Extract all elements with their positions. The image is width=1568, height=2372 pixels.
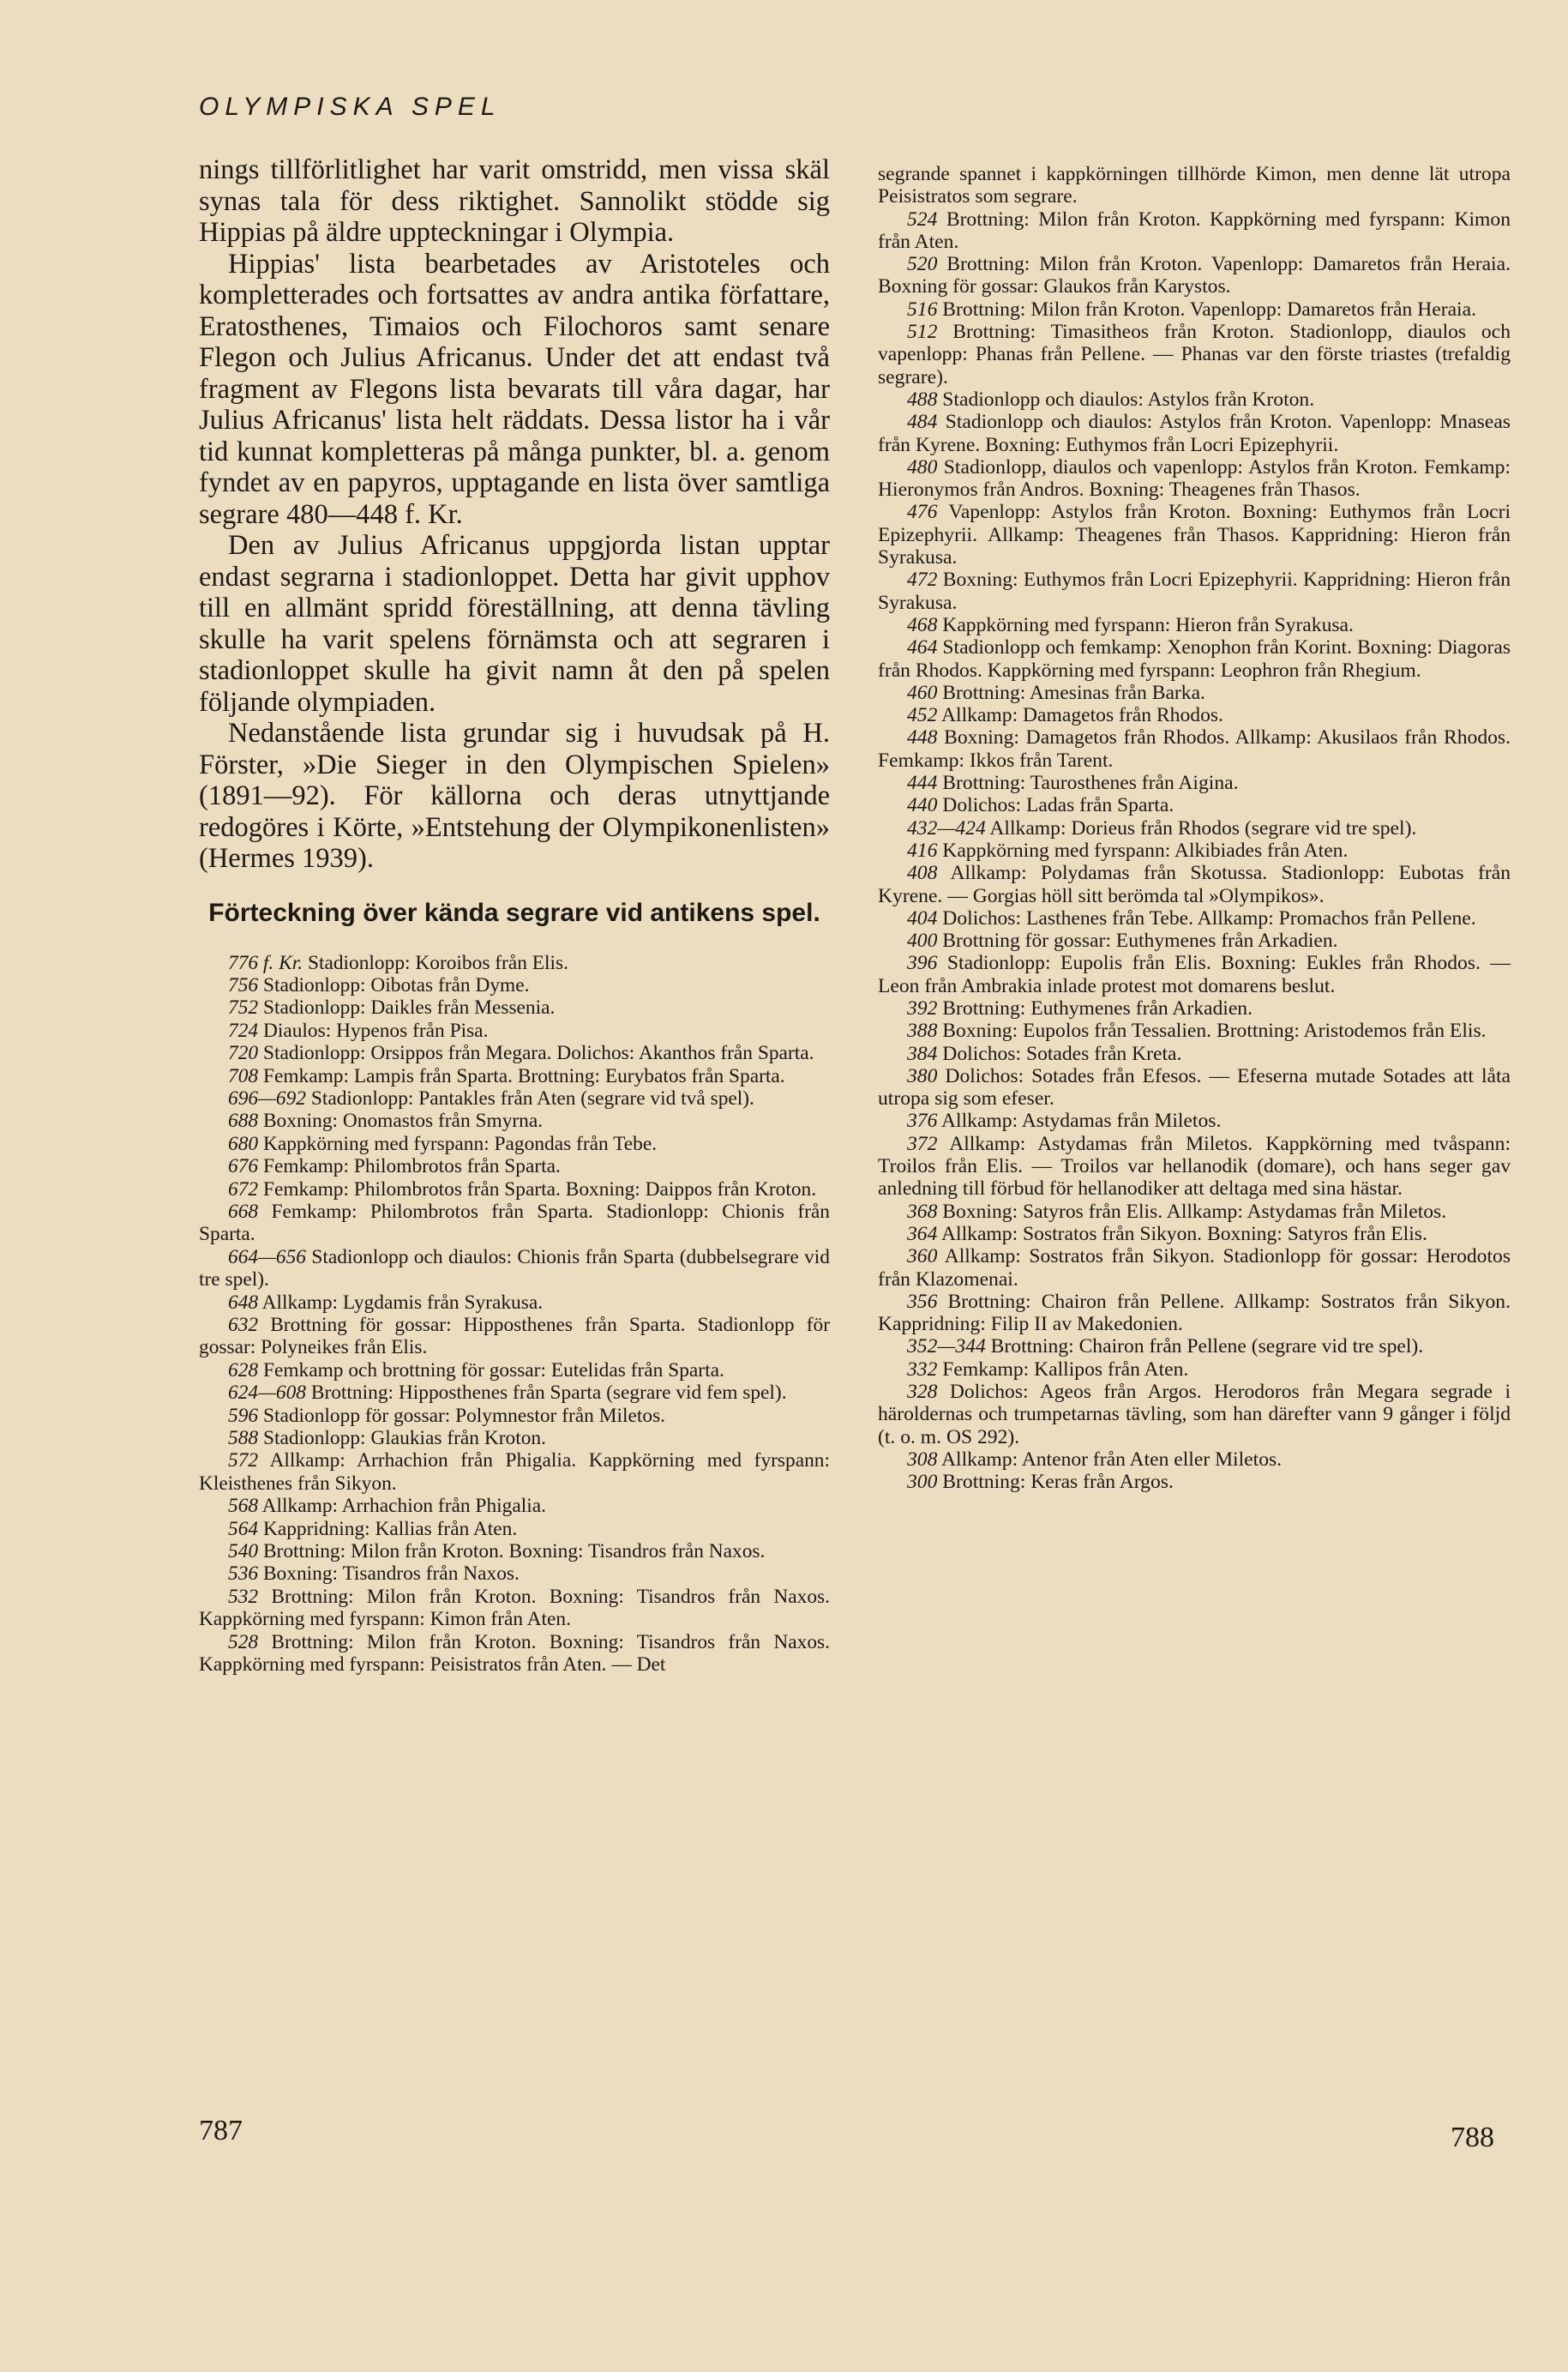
list-entry bbox=[878, 1110, 1511, 1132]
list-entry bbox=[878, 298, 1511, 321]
list-entry bbox=[878, 817, 1511, 840]
list-entry bbox=[878, 1201, 1511, 1223]
entry-text: Dolichos: Sotades från Efesos. — Efeserna mutade Sotades att låta utropa sig som efeser. bbox=[878, 1064, 1511, 1111]
entry-year: 524 bbox=[907, 208, 938, 231]
page-number-left: 787 bbox=[199, 2115, 243, 2146]
entry-text: Brottning: Hipposthenes från Sparta (segrare vid fem spel). bbox=[310, 1382, 787, 1405]
winner-list-left bbox=[199, 952, 830, 1677]
list-entry bbox=[878, 1448, 1511, 1471]
entry-text: Stadionlopp: Orsippos från Megara. Dolichos: Akanthos från Sparta. bbox=[262, 1042, 814, 1065]
entry-text: Stadionlopp: Glaukias från Kroton. bbox=[262, 1427, 546, 1450]
entry-text: Stadionlopp: Oibotas från Dyme. bbox=[262, 973, 530, 996]
list-entry bbox=[878, 794, 1511, 816]
entry-text: Kappridning: Kallias från Aten. bbox=[262, 1517, 518, 1540]
list-entry bbox=[878, 1065, 1511, 1111]
entry-year: 416 bbox=[907, 839, 938, 862]
entry-text: Boxning: Onomastos från Smyrna. bbox=[262, 1110, 544, 1133]
entry-text: Femkamp: Philombrotos från Sparta. Boxning: Daippos från Kroton. bbox=[262, 1177, 817, 1201]
entry-year: 528 bbox=[228, 1630, 259, 1653]
body-paragraph: Den av Julius Africanus uppgjorda listan upptar endast segrarna i stadionloppet. Detta har givit upphov till en allmänt spridd föreställning, att denna tävling skulle ha varit spelens förnämsta och att segraren i stadionloppet skulle ha givit namn åt den på spelen följande olympiaden. bbox=[199, 530, 830, 718]
entry-text: Allkamp: Damagetos från Rhodos. bbox=[941, 704, 1223, 727]
entry-year: 356 bbox=[907, 1290, 938, 1313]
list-entry bbox=[878, 1291, 1511, 1336]
entry-text: Brottning: Milon från Kroton. Kappkörning med fyrspann: Kimon från Aten. bbox=[878, 208, 1511, 253]
entry-text: Brottning för gossar: Euthymenes från Arkadien. bbox=[942, 930, 1338, 953]
list-entry bbox=[199, 1042, 830, 1064]
entry-year: 512 bbox=[907, 321, 938, 344]
entry-text: Allkamp: Sostratos från Sikyon. Stadionlopp för gossar: Herodotos från Klazomenai. bbox=[878, 1245, 1511, 1291]
entry-year: 476 bbox=[907, 501, 938, 524]
entry-year: 752 bbox=[228, 996, 259, 1020]
entry-text: Femkamp: Kallipos från Aten. bbox=[942, 1358, 1189, 1381]
entry-text: Stadionlopp: Eupolis från Elis. Boxning: Eukles från Rhodos. — Leon från Ambrakia inlade protest mot domarens beslut. bbox=[878, 952, 1511, 997]
body-paragraph: nings tillförlitlighet har varit omstridd, men vissa skäl synas tala för dess riktighet. Sannolikt stödde sig Hippias på äldre uppteckningar i Olympia. bbox=[199, 154, 830, 248]
list-entry bbox=[199, 1518, 830, 1540]
list-entry bbox=[199, 1201, 830, 1246]
list-entry bbox=[878, 1020, 1511, 1042]
entry-year: 720 bbox=[228, 1042, 259, 1065]
entry-text: Dolichos: Sotades från Kreta. bbox=[942, 1042, 1182, 1065]
entry-year: 364 bbox=[907, 1222, 938, 1245]
list-entry bbox=[878, 1133, 1511, 1201]
entry-year: 384 bbox=[907, 1042, 938, 1065]
entry-text: Stadionlopp: Koroibos från Elis. bbox=[307, 951, 569, 974]
body-paragraph: Hippias' lista bearbetades av Aristoteles och kompletterades och fortsattes av andra antika författare, Eratosthenes, Timaios och Filochoros samt senare Flegon och Julius Africanus. Under det att endast två fragment av Flegons lista bevarats till våra dagar, har Julius Africanus' lista helt räddats. Dessa listor ha i vår tid kunnat kompletteras på många punkter, bl. a. genom fyndet av en papyros, upptagande en lista över samtliga segrare 480—448 f. Kr. bbox=[199, 248, 830, 530]
list-entry bbox=[199, 1020, 830, 1042]
list-entry bbox=[878, 456, 1511, 502]
entry-text: Stadionlopp för gossar: Polymnestor från Miletos. bbox=[262, 1404, 666, 1427]
entry-text: Brottning: Milon från Kroton. Boxning: Tisandros från Naxos. Kappkörning med fyrspann: Peisistratos från Aten. — Det bbox=[199, 1630, 830, 1677]
entry-text: Allkamp: Astydamas från Miletos. bbox=[941, 1110, 1222, 1133]
entry-year: 484 bbox=[907, 411, 938, 434]
entry-text: Boxning: Damagetos från Rhodos. Allkamp: Akusilaos från Rhodos. Femkamp: Ikkos från Tarent. bbox=[878, 726, 1511, 772]
entry-text: Boxning: Tisandros från Naxos. bbox=[262, 1562, 520, 1586]
list-entry bbox=[878, 840, 1511, 862]
entry-text: Stadionlopp och diaulos: Astylos från Kroton. bbox=[942, 388, 1315, 411]
entry-text: Dolichos: Ladas från Sparta. bbox=[942, 794, 1174, 817]
entry-text: Stadionlopp: Pantakles från Aten (segrare vid två spel). bbox=[310, 1087, 754, 1110]
entry-text: Stadionlopp: Daikles från Messenia. bbox=[262, 996, 556, 1020]
entry-text: Brottning: Chairon från Pellene (segrare vid tre spel). bbox=[990, 1335, 1424, 1358]
left-column bbox=[199, 154, 830, 1677]
list-entry bbox=[199, 1540, 830, 1562]
body-paragraph: Nedanstående lista grundar sig i huvudsak på H. Förster, »Die Sieger in den Olympischen Spielen» (1891—92). För källorna och deras utnyttjande redogöres i Körte, »Entstehung der Olympikonenlisten» (Hermes 1939). bbox=[199, 718, 830, 874]
entry-year: 708 bbox=[228, 1064, 259, 1087]
list-entry bbox=[878, 952, 1511, 997]
entry-text: Brottning: Euthymenes från Arkadien. bbox=[942, 996, 1253, 1020]
entry-year: 396 bbox=[907, 952, 938, 975]
list-entry bbox=[199, 1449, 830, 1495]
list-entry bbox=[878, 1245, 1511, 1291]
entry-year: 536 bbox=[228, 1562, 259, 1586]
entry-text: Allkamp: Dorieus från Rhodos (segrare vid tre spel). bbox=[989, 816, 1417, 840]
entry-year: 392 bbox=[907, 996, 938, 1020]
entry-text: Allkamp: Arrhachion från Phigalia. bbox=[261, 1495, 546, 1518]
list-entry bbox=[878, 501, 1511, 569]
entry-text: Stadionlopp och diaulos: Chionis från Sparta (dubbelsegrare vid tre spel). bbox=[199, 1245, 830, 1291]
entry-text: Stadionlopp och diaulos: Astylos från Kroton. Vapenlopp: Mnaseas från Kyrene. Boxning: Euthymos från Locri Epizephyrii. bbox=[878, 411, 1511, 456]
entry-year: 452 bbox=[907, 704, 938, 727]
list-entry bbox=[878, 1223, 1511, 1245]
list-entry bbox=[878, 907, 1511, 930]
entry-text: Femkamp: Philombrotos från Sparta. bbox=[262, 1155, 561, 1178]
entry-year: 388 bbox=[907, 1020, 938, 1043]
entry-year: 664—656 bbox=[228, 1245, 306, 1268]
list-entry bbox=[199, 1133, 830, 1155]
list-entry bbox=[199, 1110, 830, 1132]
entry-text: Brottning: Milon från Kroton. Vapenlopp: Damaretos från Heraia. Boxning för gossar: Glaukos från Karystos. bbox=[878, 253, 1511, 298]
list-entry bbox=[199, 1427, 830, 1449]
list-entry bbox=[878, 930, 1511, 952]
list-entry bbox=[878, 726, 1511, 772]
entry-year: 532 bbox=[228, 1585, 259, 1608]
entry-year: 564 bbox=[228, 1517, 259, 1540]
list-entry bbox=[878, 682, 1511, 704]
entry-year: 488 bbox=[907, 388, 938, 411]
entry-text: Brottning: Chairon från Pellene. Allkamp: Sostratos från Sikyon. Kappridning: Filip II av Makedonien. bbox=[878, 1290, 1511, 1336]
entry-year: 588 bbox=[228, 1427, 259, 1450]
list-entry bbox=[199, 1246, 830, 1291]
list-entry bbox=[878, 614, 1511, 636]
entry-text: Brottning: Milon från Kroton. Boxning: Tisandros från Naxos. bbox=[262, 1540, 766, 1563]
entry-year: 668 bbox=[228, 1200, 259, 1223]
entry-year: 628 bbox=[228, 1358, 259, 1382]
list-entry bbox=[199, 1586, 830, 1631]
entry-year: 572 bbox=[228, 1449, 259, 1472]
entry-year: 360 bbox=[907, 1245, 938, 1268]
page-number-right: 788 bbox=[1451, 2122, 1494, 2153]
entry-year: 380 bbox=[907, 1064, 938, 1087]
list-entry bbox=[199, 1314, 830, 1359]
entry-text: Dolichos: Ageos från Argos. Herodoros från Megara segrade i häroldernas och trumpetarnas tävling, som han därefter vann 9 gånger i följd (t. o. m. OS 292). bbox=[878, 1381, 1511, 1448]
entry-year: 408 bbox=[907, 862, 938, 885]
entry-text: Kappkörning med fyrspann: Alkibiades från Aten. bbox=[942, 839, 1349, 862]
list-entry bbox=[878, 569, 1511, 614]
entry-year: 440 bbox=[907, 794, 938, 817]
entry-text: Allkamp: Polydamas från Skotussa. Stadionlopp: Eubotas från Kyrene. — Gorgias höll sitt berömda tal »Olympikos». bbox=[878, 862, 1511, 907]
entry-text: Boxning: Eupolos från Tessalien. Brottning: Aristodemos från Elis. bbox=[942, 1020, 1487, 1043]
list-entry bbox=[199, 1495, 830, 1517]
list-entry bbox=[878, 704, 1511, 726]
entry-text: Brottning: Timasitheos från Kroton. Stadionlopp, diaulos och vapenlopp: Phanas från Pellene. — Phanas var den förste triastes (trefaldig segrare). bbox=[878, 321, 1511, 388]
entry-year: 332 bbox=[907, 1358, 938, 1381]
entry-text: Brottning: Amesinas från Barka. bbox=[942, 681, 1205, 704]
entry-text: Allkamp: Arrhachion från Phigalia. Kappkörning med fyrspann: Kleisthenes från Sikyon. bbox=[199, 1449, 830, 1495]
list-entry bbox=[878, 772, 1511, 794]
entry-text: Diaulos: Hypenos från Pisa. bbox=[262, 1019, 489, 1042]
list-entry bbox=[878, 862, 1511, 907]
list-entry bbox=[878, 1381, 1511, 1448]
list-entry bbox=[878, 636, 1511, 682]
entry-year: 300 bbox=[907, 1471, 938, 1494]
list-entry bbox=[878, 208, 1511, 254]
entry-text: Brottning: Taurosthenes från Aigina. bbox=[942, 772, 1239, 795]
entry-year: 672 bbox=[228, 1177, 259, 1201]
entry-text: Kappkörning med fyrspann: Pagondas från Tebe. bbox=[262, 1132, 658, 1155]
entry-text: Stadionlopp och femkamp: Xenophon från Korint. Boxning: Diagoras från Rhodos. Kappkörning med fyrspann: Leophron från Rhegium. bbox=[878, 636, 1511, 682]
entry-text: Vapenlopp: Astylos från Kroton. Boxning: Euthymos från Locri Epizephyrii. Allkamp: Theagenes från Thasos. Kappridning: Hieron från Syrakusa. bbox=[878, 501, 1511, 569]
list-entry bbox=[199, 1562, 830, 1585]
entry-year: 632 bbox=[228, 1314, 259, 1336]
list-entry bbox=[878, 253, 1511, 298]
entry-text: Dolichos: Lasthenes från Tebe. Allkamp: Promachos från Pellene. bbox=[942, 906, 1476, 930]
entry-year: 372 bbox=[907, 1132, 938, 1155]
entry-text: Stadionlopp, diaulos och vapenlopp: Astylos från Kroton. Femkamp: Hieronymos från Andros. Boxning: Theagenes från Thasos. bbox=[878, 455, 1511, 502]
entry-text: Brottning: Keras från Argos. bbox=[942, 1471, 1174, 1494]
list-entry bbox=[878, 1358, 1511, 1381]
list-entry-continuation: segrande spannet i kappkörningen tillhörde Kimon, men denne lät utropa Peisistratos som segrare. bbox=[878, 163, 1511, 208]
entry-year: 688 bbox=[228, 1110, 259, 1133]
entry-text: Femkamp: Philombrotos från Sparta. Stadionlopp: Chionis från Sparta. bbox=[199, 1200, 830, 1246]
list-entry bbox=[199, 1382, 830, 1404]
entry-year: 368 bbox=[907, 1200, 938, 1223]
list-entry bbox=[199, 996, 830, 1019]
entry-year: 676 bbox=[228, 1155, 259, 1178]
entry-text: Boxning: Euthymos från Locri Epizephyrii. Kappridning: Hieron från Syrakusa. bbox=[878, 569, 1511, 614]
list-entry bbox=[199, 1155, 830, 1177]
entry-year: 724 bbox=[228, 1019, 259, 1042]
entry-text: Brottning: Milon från Kroton. Boxning: Tisandros från Naxos. Kappkörning med fyrspann: Kimon från Aten. bbox=[199, 1585, 830, 1631]
list-entry bbox=[199, 952, 830, 974]
entry-text: Allkamp: Lygdamis från Syrakusa. bbox=[261, 1291, 544, 1314]
list-entry bbox=[878, 1043, 1511, 1065]
winner-list-right bbox=[878, 208, 1511, 1494]
entry-year: 352—344 bbox=[907, 1335, 986, 1358]
list-entry bbox=[199, 974, 830, 996]
entry-year: 328 bbox=[907, 1381, 938, 1404]
entry-text: Allkamp: Astydamas från Miletos. Kappkörning med tvåspann: Troilos från Elis. — Troilos var hellanodik (domare), och hans seger gav anledning till förbud för hellanodiker att deltaga med sina hästar. bbox=[878, 1132, 1511, 1201]
list-entry bbox=[878, 1471, 1511, 1493]
entry-year: 756 bbox=[228, 973, 259, 996]
entry-text: Brottning: Milon från Kroton. Vapenlopp: Damaretos från Heraia. bbox=[942, 298, 1476, 321]
entry-year: 448 bbox=[907, 726, 938, 750]
entry-year: 596 bbox=[228, 1404, 259, 1427]
entry-year: 680 bbox=[228, 1132, 259, 1155]
entry-year: 648 bbox=[228, 1291, 259, 1314]
entry-year: 404 bbox=[907, 906, 938, 930]
entry-year: 432—424 bbox=[907, 816, 986, 840]
list-entry bbox=[199, 1178, 830, 1201]
entry-year: 460 bbox=[907, 681, 938, 704]
list-entry bbox=[199, 1291, 830, 1314]
entry-text: Brottning för gossar: Hipposthenes från Sparta. Stadionlopp för gossar: Polyneikes från Elis. bbox=[199, 1314, 830, 1359]
list-entry bbox=[878, 411, 1511, 456]
entry-year: 376 bbox=[907, 1110, 938, 1133]
list-entry bbox=[199, 1359, 830, 1382]
entry-year: 468 bbox=[907, 613, 938, 636]
list-entry bbox=[878, 997, 1511, 1020]
entry-text: Femkamp: Lampis från Sparta. Brottning: Eurybatos från Sparta. bbox=[262, 1064, 785, 1087]
list-entry bbox=[199, 1631, 830, 1677]
entry-year: 464 bbox=[907, 636, 938, 659]
list-entry bbox=[878, 321, 1511, 388]
list-heading: Förteckning över kända segrare vid antikens spel. bbox=[208, 898, 820, 927]
entry-year: 520 bbox=[907, 253, 938, 276]
entry-year: 480 bbox=[907, 455, 938, 479]
entry-year: 568 bbox=[228, 1495, 259, 1518]
entry-text: Allkamp: Sostratos från Sikyon. Boxning: Satyros från Elis. bbox=[941, 1222, 1427, 1245]
entry-year: 308 bbox=[907, 1448, 938, 1471]
entry-year: 540 bbox=[228, 1540, 259, 1563]
entry-text: Femkamp och brottning för gossar: Eutelidas från Sparta. bbox=[262, 1358, 724, 1382]
entry-year: 444 bbox=[907, 772, 938, 795]
entry-text: Boxning: Satyros från Elis. Allkamp: Astydamas från Miletos. bbox=[942, 1200, 1447, 1223]
list-entry bbox=[878, 1335, 1511, 1358]
entry-year: 472 bbox=[907, 569, 938, 592]
entry-text: Allkamp: Antenor från Aten eller Miletos. bbox=[941, 1448, 1283, 1471]
entry-year: 516 bbox=[907, 298, 938, 321]
right-column bbox=[878, 163, 1511, 1494]
list-entry bbox=[878, 388, 1511, 411]
entry-year: 400 bbox=[907, 930, 938, 953]
entry-year: 696—692 bbox=[228, 1087, 306, 1110]
list-entry bbox=[199, 1405, 830, 1427]
list-entry bbox=[199, 1087, 830, 1110]
entry-year: 776 f. Kr. bbox=[228, 951, 303, 974]
list-entry bbox=[199, 1065, 830, 1087]
entry-text: Kappkörning med fyrspann: Hieron från Syrakusa. bbox=[942, 613, 1354, 636]
running-head: OLYMPISKA SPEL bbox=[199, 93, 502, 121]
entry-year: 624—608 bbox=[228, 1382, 306, 1405]
